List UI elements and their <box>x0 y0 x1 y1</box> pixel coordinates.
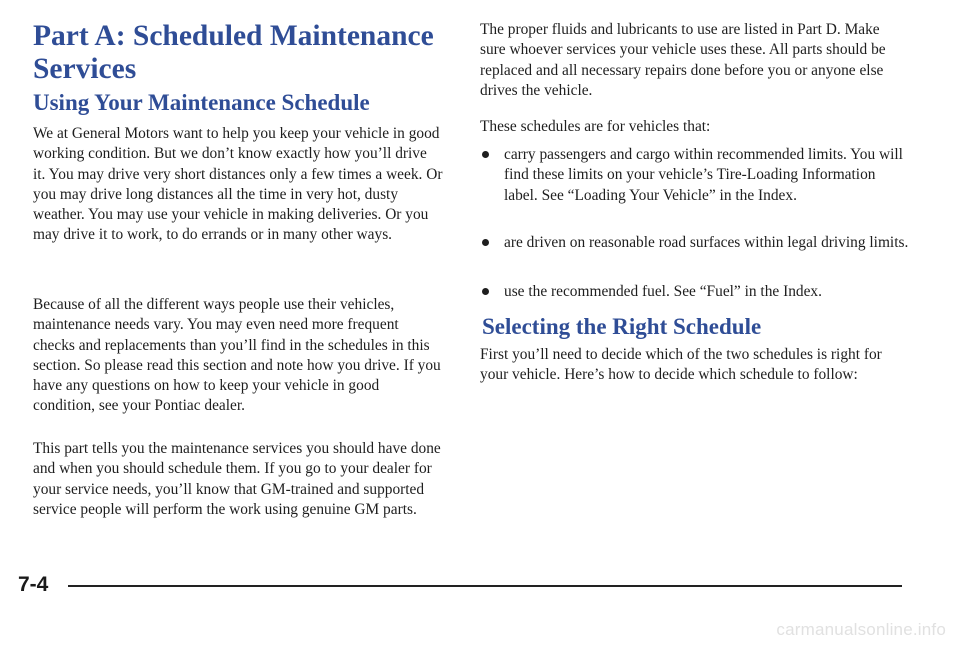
bullet-text: carry passengers and cargo within recommended limits. You will find these limits on your vehicle’s Tire-Loading Information label. See “Loading Your Vehicle” in the Index. <box>504 146 903 204</box>
footer-rule <box>68 585 902 587</box>
left-paragraph-3: This part tells you the maintenance services you should have done and when you should schedule them. If you go to your dealer for your service needs, you’ll know that GM-trained and supported service people will perform the work using genuine GM parts. <box>33 440 441 518</box>
bullet-text: use the recommended fuel. See “Fuel” in the Index. <box>504 283 822 300</box>
section2-paragraph: First you’ll need to decide which of the two schedules is right for your vehicle. Here’s how to decide which schedule to follow: <box>480 346 882 384</box>
left-paragraph-2: Because of all the different ways people use their vehicles, maintenance needs vary. You may even need more frequent checks and replacements than you’ll find in the schedules in this section. So please read this section and note how you drive. If you have any questions on how to keep your vehicle in good condition, see your Pontiac dealer. <box>33 296 441 415</box>
bullet-text: are driven on reasonable road surfaces within legal driving limits. <box>504 234 909 251</box>
bullet-dot-icon <box>482 151 489 158</box>
bullet-item <box>480 282 912 304</box>
bullet-item <box>480 233 912 275</box>
bullet-dot-icon <box>482 239 489 246</box>
section-heading-maintenance-schedule: Using Your Maintenance Schedule <box>33 90 370 115</box>
bullet-item <box>480 145 912 229</box>
right-paragraph-fluids: The proper fluids and lubricants to use are listed in Part D. Make sure whoever services your vehicle uses these. All parts should be replaced and all necessary repairs done before you or anyone else drives the vehicle. <box>480 21 886 99</box>
right-paragraph-schedules-intro: These schedules are for vehicles that: <box>480 118 711 135</box>
page-number: 7-4 <box>18 573 49 596</box>
left-paragraph-1: We at General Motors want to help you keep your vehicle in good working condition. But we don’t know exactly how you’ll drive it. You may drive very short distances only a few times a week. Or you may drive long distances all the time in very hot, dusty weather. You may use your vehicle in making deliveries. Or you may drive it to work, to do errands or in many other ways. <box>33 125 443 244</box>
site-watermark: carmanualsonline.info <box>776 620 946 639</box>
section-heading-selecting-schedule: Selecting the Right Schedule <box>482 314 762 339</box>
bullet-dot-icon <box>482 288 489 295</box>
part-title: Part A: Scheduled Maintenance Services <box>33 20 434 85</box>
